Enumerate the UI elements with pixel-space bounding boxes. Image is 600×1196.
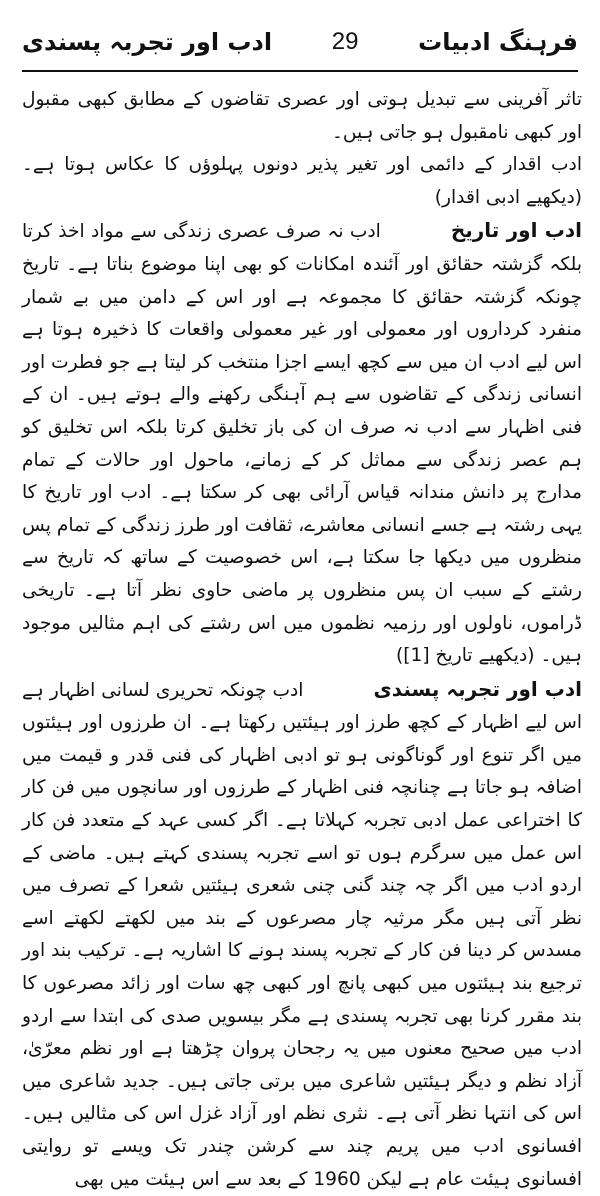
header-rule — [22, 70, 578, 72]
entry-literature-and-experimentation — [22, 673, 582, 1196]
entry-literature-and-history — [22, 214, 582, 672]
book-title: فرہنگ ادبیات — [418, 28, 578, 56]
cross-reference: (دیکھیے ادبی اقدار) — [434, 186, 582, 208]
entry-text: ادب نہ صرف عصری زندگی سے مواد اخذ کرتا بلکہ گزشتہ حقائق اور آئندہ امکانات کو بھی اپنا موضوع بناتا ہے۔ تاریخ چونکہ گزشتہ حقائق کا مجموعہ ہے اور اس کے دامن میں بے شمار منفرد کرداروں اور معمولی اور غیر معمولی واقعات کا ذخیرہ ہوتا ہے اس لیے ادب ان میں سے کچھ ایسے اجزا منتخب کر لیتا ہے جو فطرت اور انسانی زندگی کے تقاضوں سے ہم آہنگی رکھنے والے ہوتے ہیں۔ ان کے فنی اظہار سے ادب نہ صرف ان کی باز تخلیق کرتا بلکہ اس تخلیق کو ہم عصر زندگی سے مماثل کر کے زمانے، ماحول اور حالات کے تمام مدارج پر دانش مندانہ قیاس آرائی بھی کر سکتا ہے۔ ادب اور تاریخ کا یہی رشتہ ہے جسے انسانی معاشرے، ثقافت اور طرز زندگی کے تمام پس منظروں میں دیکھا جا سکتا ہے، اس خصوصیت کے ساتھ کہ تاریخ سے رشتے کے سبب ان پس منظروں پر ماضی حاوی نظر آتا ہے۔ تاریخی ڈراموں، ناولوں اور رزمیہ نظموں میں اس رشتے کی اہم مثالیں موجود ہیں۔ — [22, 221, 582, 667]
paragraph-continuation: تاثر آفرینی سے تبدیل ہوتی اور عصری تقاضوں کے مطابق کبھی مقبول اور کبھی نامقبول ہو جاتی ہیں۔ — [22, 89, 582, 143]
page-number: 29 — [331, 28, 359, 55]
page-header — [22, 18, 578, 66]
cross-reference: (دیکھیے تاریخ [1]) — [396, 645, 535, 667]
entry-text: ادب چونکہ تحریری لسانی اظہار ہے اس لیے اظہار کے کچھ طرز اور ہیئتیں رکھتا ہے۔ ان طرزوں اور ہیئتوں میں اگر تنوع اور گوناگونی ہو تو ادبی اظہار کی فنی قدر و قیمت میں اضافہ ہو جاتا ہے چنانچہ فنی اظہار کے طرزوں اور سانچوں میں فن کار کا اختراعی عمل ادبی تجربہ کہلاتا ہے۔ اگر کسی عہد کے متعدد فن کار اس عمل میں سرگرم ہوں تو اسے تجربہ پسندی کہتے ہیں۔ ماضی کے اردو ادب میں اگر چہ چند گنی چنی شعری ہیئتیں شعرا کے تصرف میں نظر آتی ہیں مگر مرثیہ چار مصرعوں کے بند میں لکھتے لکھتے اسے مسدس کر دینا فن کار کے تجربہ پسند ہونے کا اشاریہ ہے۔ ترکیب بند اور ترجیع بند ہیئتوں میں کبھی پانچ اور کبھی چھ سات اور زائد مصرعوں کا بند مقرر کرنا بھی تجربہ پسندی ہے مگر بیسویں صدی کی ابتدا سے اردو ادب میں صحیح معنوں میں یہ رجحان پروان چڑھتا ہے اور نظم معرّیٰ، آزاد نظم و دیگر ہیئتیں شاعری میں برتی جاتی ہیں۔ جدید شاعری میں اس کی انتہا نظر آتی ہے۔ نثری نظم اور آزاد غزل اس کی مثالیں ہیں۔ افسانوی ادب میں پریم چند سے کرشن چندر تک ویسے تو روایتی افسانوی ہیئت عام ہے لیکن 1960 کے بعد سے اس ہیئت میں بھی — [22, 679, 582, 1190]
paragraph-values-text: ادب اقدار کے دائمی اور تغیر پذیر دونوں پہلوؤں کا عکاس ہوتا ہے۔ — [22, 154, 582, 176]
entry-heading: ادب اور تاریخ — [450, 218, 582, 243]
page-body — [22, 84, 582, 1196]
running-title: ادب اور تجربہ پسندی — [22, 28, 273, 56]
entry-heading: ادب اور تجربہ پسندی — [373, 676, 582, 701]
paragraph-values — [22, 149, 582, 214]
